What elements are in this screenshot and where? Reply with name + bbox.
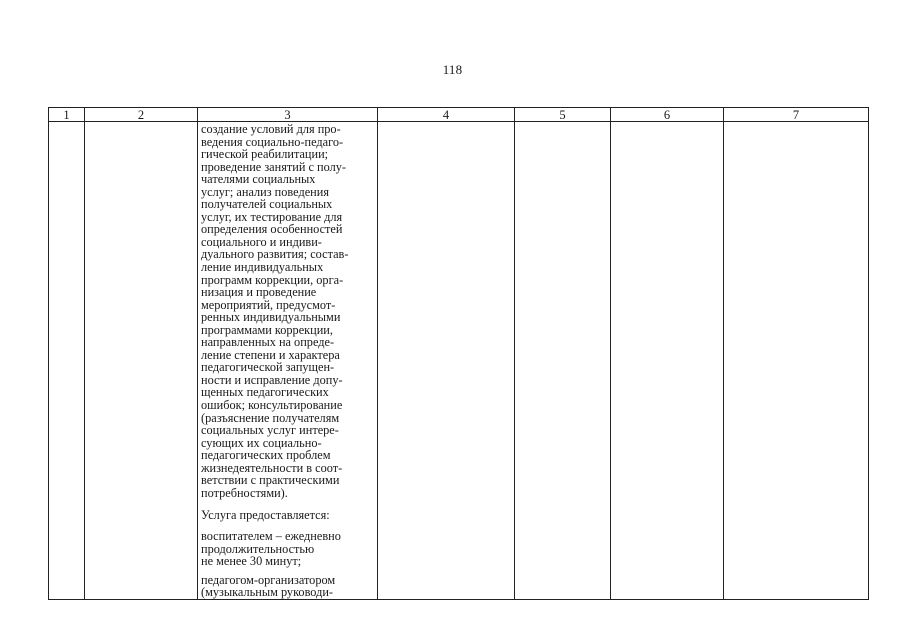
column-number-6: 6 [611,108,724,122]
column-number-2: 2 [85,108,198,122]
service-provided-heading: Услуга предоставляется: [201,508,330,523]
cell-col-7 [724,122,869,600]
column-number-row [49,108,869,122]
cell-col-4 [378,122,515,600]
cell-col-5 [515,122,611,600]
column-number-3: 3 [198,108,378,122]
table-row [49,122,869,600]
column-number-1: 1 [49,108,85,122]
column-number-7: 7 [724,108,869,122]
service-content-paragraph: создание условий для про- ведения социально-педаго- гической реабилитации; проведение занятий с полу- чателями социальных услуг; анализ поведения получателей социальных услуг, их тестирование для определения особенностей социального и индиви- дуального развития; состав- ление индивидуальных программ коррекции, орга- низация и проведение мероприятий, предусмот- ренных индивидуальными программами коррекции, направленных на опреде- ление степени и характера педагогической запущен- ности и исправление допу- щенных педагогических ошибок; консультирование (разъяснение получателям социальных услуг интере- сующих их социально- педагогических проблем жизнедеятельности в соот- ветствии с практическими потребностями). [201,122,349,500]
cell-col-2 [85,122,198,600]
cell-col-3 [198,122,378,600]
cell-col-1 [49,122,85,600]
services-table [48,107,869,600]
column-number-4: 4 [378,108,515,122]
educator-schedule-paragraph: воспитателем – ежедневно продолжительностью не менее 30 минут; [201,528,341,569]
page-number: 118 [442,62,463,77]
organizer-schedule-paragraph: педагогом-организатором (музыкальным руководи- [201,572,336,599]
column-number-5: 5 [515,108,611,122]
cell-col-6 [611,122,724,600]
service-description [198,122,377,599]
